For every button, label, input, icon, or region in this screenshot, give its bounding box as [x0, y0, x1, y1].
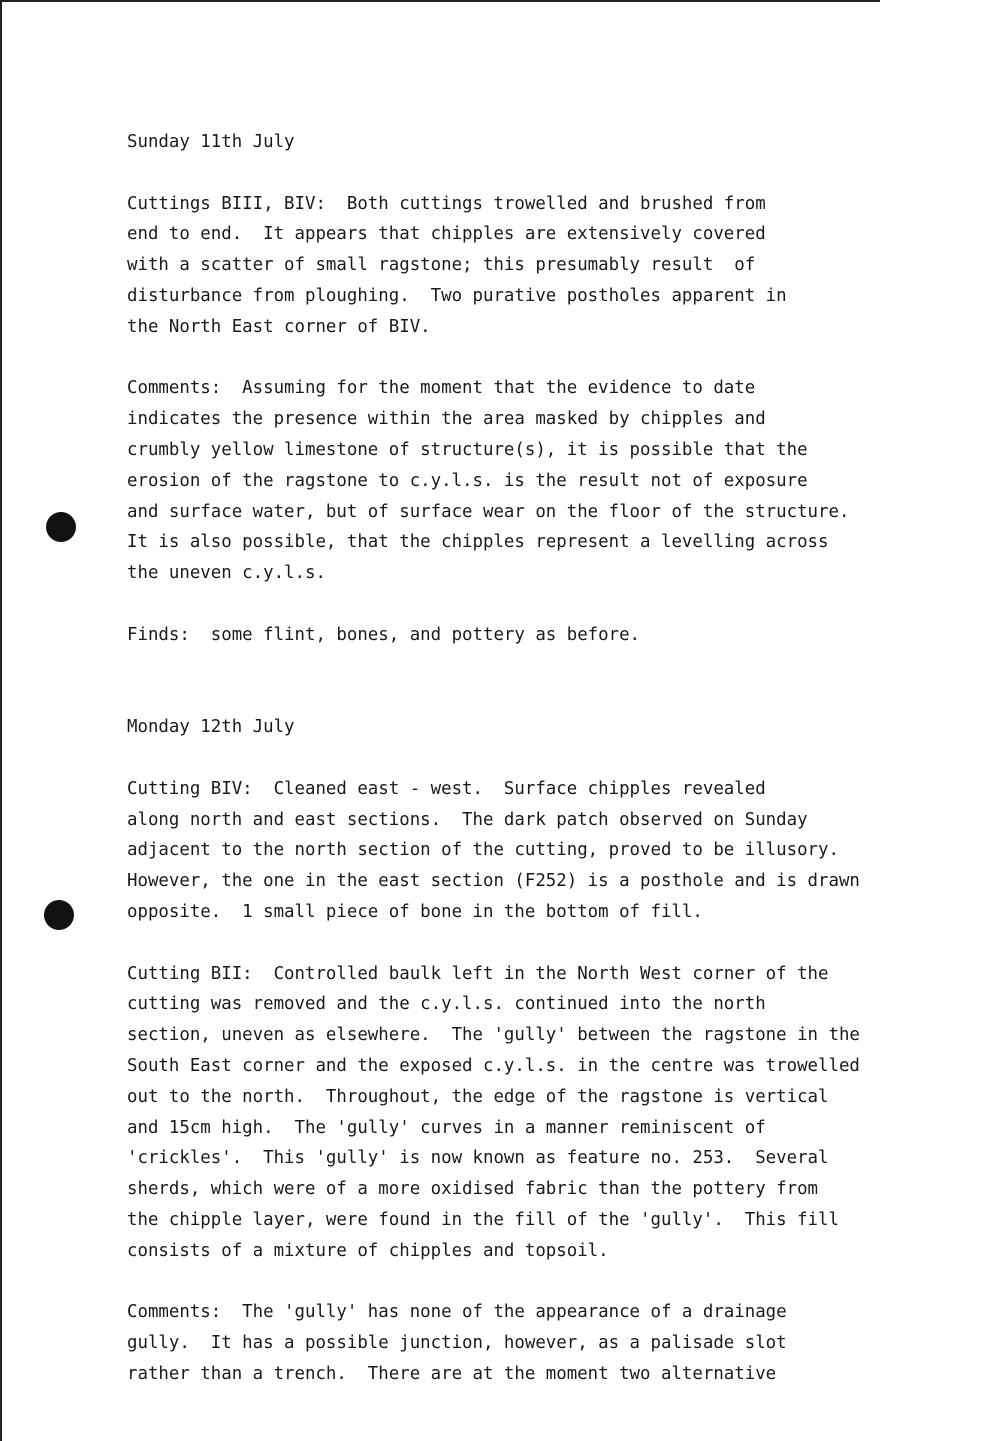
text-line: disturbance from ploughing. Two purative postholes apparent in: [127, 285, 787, 306]
finds-paragraph: [127, 620, 987, 651]
date-heading: Monday 12th July: [127, 717, 295, 738]
text-line: indicates the presence within the area masked by chipples and: [127, 409, 766, 430]
text-line: sherds, which were of a more oxidised fabric than the pottery from: [127, 1179, 819, 1200]
document-body: [127, 127, 987, 1390]
text-line: South East corner and the exposed c.y.l.s. in the centre was trowelled: [127, 1055, 860, 1076]
date-heading: Sunday 11th July: [127, 132, 295, 152]
text-line: adjacent to the north section of the cutting, proved to be illusory.: [127, 840, 839, 861]
comments-paragraph: [127, 373, 987, 589]
text-line: Cutting BII: Controlled baulk left in the North West corner of the: [127, 963, 829, 984]
text-line: the chipple layer, were found in the fill of the 'gully'. This fill: [127, 1209, 839, 1230]
text-line: gully. It has a possible junction, however, as a palisade slot: [127, 1333, 787, 1354]
entry-paragraph: [127, 189, 987, 343]
entry-paragraph: [127, 774, 987, 928]
text-line: opposite. 1 small piece of bone in the bottom of fill.: [127, 901, 703, 922]
text-line: 'crickles'. This 'gully' is now known as feature no. 253. Several: [127, 1148, 829, 1169]
text-line: It is also possible, that the chipples represent a levelling across: [127, 532, 829, 553]
punch-hole: [46, 512, 76, 542]
text-line: erosion of the ragstone to c.y.l.s. is the result not of exposure: [127, 470, 808, 491]
text-line: rather than a trench. There are at the moment two alternative: [127, 1363, 777, 1384]
text-line: the uneven c.y.l.s.: [127, 563, 326, 584]
text-line: with a scatter of small ragstone; this presumably result of: [127, 255, 756, 276]
text-line: Comments: Assuming for the moment that the evidence to date: [127, 378, 756, 399]
page-left-edge: [0, 0, 2, 1441]
text-line: and 15cm high. The 'gully' curves in a manner reminiscent of: [127, 1117, 766, 1138]
text-line: Comments: The 'gully' has none of the appearance of a drainage: [127, 1302, 787, 1323]
punch-hole: [44, 900, 74, 930]
text-line: consists of a mixture of chipples and topsoil.: [127, 1240, 609, 1261]
comments-paragraph: [127, 1297, 987, 1389]
text-line: crumbly yellow limestone of structure(s), it is possible that the: [127, 439, 808, 460]
text-line: Finds: some flint, bones, and pottery as before.: [127, 624, 641, 645]
text-line: Cuttings BIII, BIV: Both cuttings trowelled and brushed from: [127, 193, 766, 214]
page-top-edge: [0, 0, 880, 2]
text-line: end to end. It appears that chipples are extensively covered: [127, 224, 766, 245]
text-line: However, the one in the east section (F252) is a posthole and is drawn: [127, 871, 860, 892]
text-line: and surface water, but of surface wear on the floor of the structure.: [127, 501, 850, 522]
text-line: along north and east sections. The dark patch observed on Sunday: [127, 809, 808, 830]
text-line: Cutting BIV: Cleaned east - west. Surface chipples revealed: [127, 778, 766, 799]
text-line: section, uneven as elsewhere. The 'gully' between the ragstone in the: [127, 1025, 860, 1046]
text-line: cutting was removed and the c.y.l.s. continued into the north: [127, 994, 766, 1015]
text-line: the North East corner of BIV.: [127, 316, 431, 337]
text-line: out to the north. Throughout, the edge of the ragstone is vertical: [127, 1086, 829, 1107]
entry-paragraph: [127, 959, 987, 1267]
